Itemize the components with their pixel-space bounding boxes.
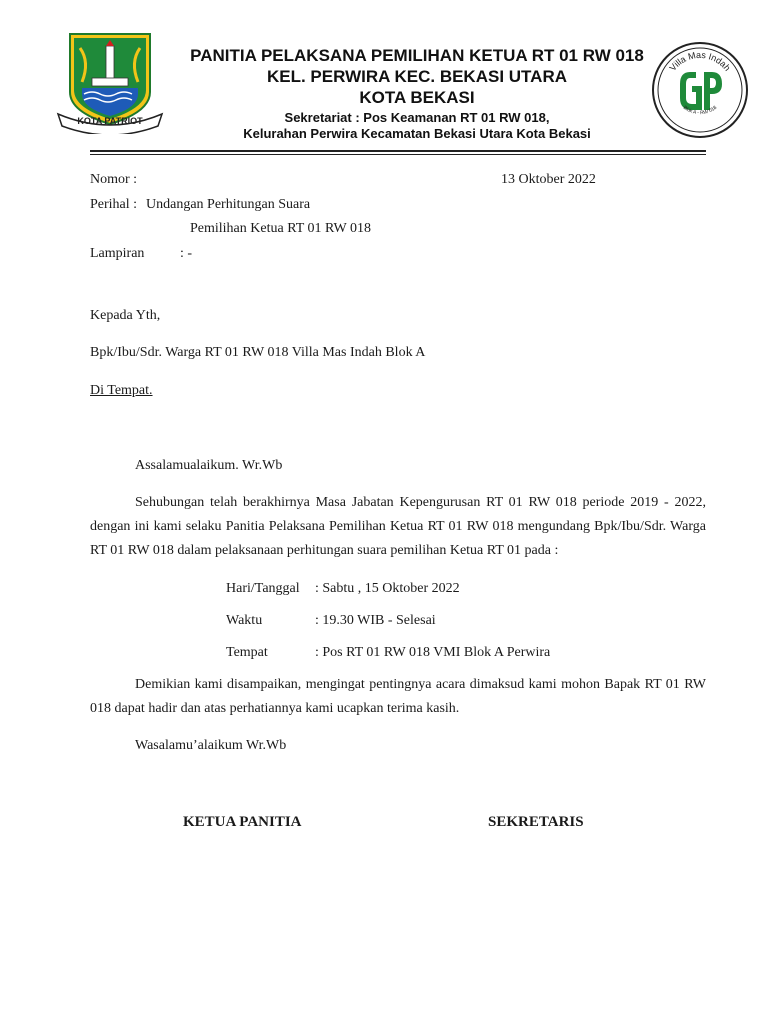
right-logo-bottom-text: Blok A - RW 018 — [681, 104, 719, 117]
lampiran-value: : - — [180, 246, 193, 261]
body-paragraph-2: Demikian kami disampaikan, mengingat pentingnya acara dimaksud kami mohon Bapak RT 01 RW 018 dapat hadir dan atas perhatiannya kami ucapkan terima kasih. — [90, 677, 706, 716]
detail-value-time: : 19.30 WIB - Selesai — [315, 613, 436, 628]
nomor-label: Nomor : — [90, 172, 138, 187]
left-logo-ribbon-text: KOTA PATRIOT — [77, 116, 143, 126]
header-title-line2: KEL. PERWIRA KEC. BEKASI UTARA — [266, 67, 568, 86]
letter-date: 13 Oktober 2022 — [501, 172, 596, 187]
detail-label-place: Tempat — [226, 645, 268, 660]
detail-value-date: : Sabtu , 15 Oktober 2022 — [315, 581, 460, 596]
header-title-line1: PANITIA PELAKSANA PEMILIHAN KETUA RT 01 RW 018 — [190, 46, 644, 65]
header-divider-thick — [90, 150, 706, 152]
body-paragraph-1: Sehubungan telah berakhirnya Masa Jabatan Kepengurusan RT 01 RW 018 periode 2019 - 2022, dengan ini kami selaku Panitia Pelaksana Pemilihan Ketua RT 01 RW 018 mengundang Bpk/Ibu/Sdr. Warga RT 01 RW 018 dalam pelaksanaan perhitungan suara pemilihan Ketua RT 01 pada : — [90, 495, 706, 558]
recipient-name: Bpk/Ibu/Sdr. Warga RT 01 RW 018 Villa Mas Indah Blok A — [90, 345, 426, 360]
detail-label-time: Waktu — [226, 613, 263, 628]
perihal-label: Perihal : — [90, 197, 138, 212]
greeting: Assalamualaikum. Wr.Wb — [135, 458, 283, 473]
detail-label-date: Hari/Tanggal — [226, 581, 300, 596]
kota-bekasi-logo — [52, 28, 168, 134]
right-logo-ring-text: Villa Mas Indah — [667, 49, 733, 73]
signature-sekretaris: SEKRETARIS — [488, 814, 584, 830]
header-secretariat: Sekretariat : Pos Keamanan RT 01 RW 018, — [284, 110, 550, 125]
villa-mas-indah-logo — [650, 40, 750, 140]
lampiran-label: Lampiran — [90, 246, 145, 261]
signature-ketua-panitia: KETUA PANITIA — [183, 814, 302, 830]
header-address: Kelurahan Perwira Kecamatan Bekasi Utara Kota Bekasi — [243, 126, 591, 141]
detail-value-place: : Pos RT 01 RW 018 VMI Blok A Perwira — [315, 645, 551, 660]
recipient-kepada: Kepada Yth, — [90, 308, 161, 323]
closing: Wasalamu’alaikum Wr.Wb — [135, 738, 287, 753]
header-divider-thin — [90, 154, 706, 155]
perihal-value-line2: Pemilihan Ketua RT 01 RW 018 — [190, 221, 372, 236]
header-title-line3: KOTA BEKASI — [359, 88, 475, 107]
recipient-place: Di Tempat. — [90, 383, 153, 398]
perihal-value-line1: Undangan Perhitungan Suara — [146, 197, 311, 212]
